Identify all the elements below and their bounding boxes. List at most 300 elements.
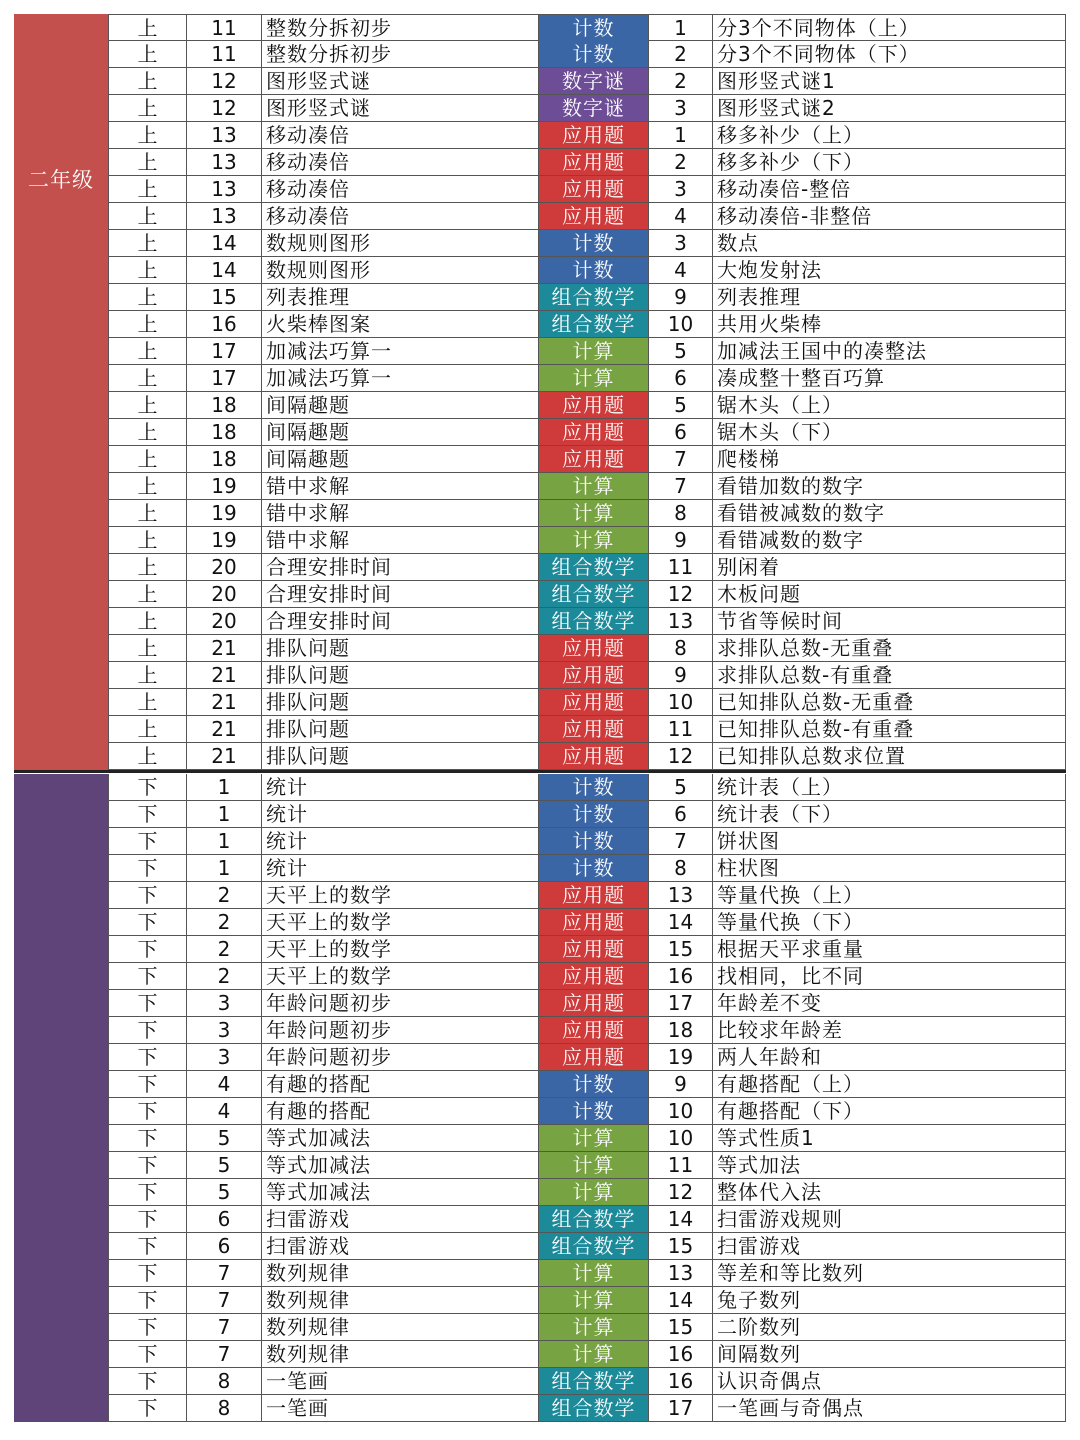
topic-cell: 移动凑倍 [261, 203, 538, 229]
topic-cell: 天平上的数学 [261, 936, 538, 962]
item-title-cell: 共用火柴棒 [712, 311, 1066, 337]
item-number-cell: 8 [648, 635, 712, 661]
table-row [108, 311, 1066, 338]
lesson-number-cell: 4 [186, 1098, 261, 1124]
table-row [108, 936, 1066, 963]
lesson-number-cell: 7 [186, 1341, 261, 1367]
category-badge: 数字谜 [538, 68, 648, 94]
item-title-cell: 数点 [712, 230, 1066, 256]
lesson-number-cell: 12 [186, 95, 261, 121]
topic-cell: 扫雷游戏 [261, 1206, 538, 1232]
lesson-number-cell: 18 [186, 392, 261, 418]
topic-cell: 有趣的搭配 [261, 1071, 538, 1097]
table-row [108, 554, 1066, 581]
category-badge: 计算 [538, 1152, 648, 1178]
category-badge: 应用题 [538, 122, 648, 148]
table-row [108, 338, 1066, 365]
topic-cell: 等式加减法 [261, 1125, 538, 1151]
lesson-number-cell: 1 [186, 855, 261, 881]
item-title-cell: 等式性质1 [712, 1125, 1066, 1151]
item-title-cell: 爬楼梯 [712, 446, 1066, 472]
lesson-number-cell: 13 [186, 176, 261, 202]
table-row [108, 1206, 1066, 1233]
term-cell: 上 [108, 149, 186, 175]
item-title-cell: 看错被减数的数字 [712, 500, 1066, 526]
table-row [108, 95, 1066, 122]
term-cell: 下 [108, 1098, 186, 1124]
item-number-cell: 17 [648, 1395, 712, 1421]
term-cell: 下 [108, 1017, 186, 1043]
grade-group-cell [14, 774, 108, 1422]
category-badge: 应用题 [538, 176, 648, 202]
item-title-cell: 有趣搭配（下） [712, 1098, 1066, 1124]
category-badge: 应用题 [538, 909, 648, 935]
item-title-cell: 扫雷游戏规则 [712, 1206, 1066, 1232]
item-number-cell: 12 [648, 743, 712, 769]
term-cell: 上 [108, 473, 186, 499]
topic-cell: 统计 [261, 828, 538, 854]
term-cell: 上 [108, 284, 186, 310]
item-number-cell: 2 [648, 149, 712, 175]
lesson-number-cell: 21 [186, 662, 261, 688]
term-cell: 上 [108, 311, 186, 337]
category-badge: 组合数学 [538, 1233, 648, 1259]
item-title-cell: 等量代换（下） [712, 909, 1066, 935]
topic-cell: 天平上的数学 [261, 909, 538, 935]
lesson-number-cell: 1 [186, 828, 261, 854]
table-row [108, 149, 1066, 176]
table-row [108, 284, 1066, 311]
item-number-cell: 15 [648, 1314, 712, 1340]
term-cell: 上 [108, 527, 186, 553]
lesson-number-cell: 19 [186, 473, 261, 499]
table-row [108, 1395, 1066, 1422]
term-cell: 上 [108, 608, 186, 634]
topic-cell: 间隔趣题 [261, 419, 538, 445]
topic-cell: 间隔趣题 [261, 446, 538, 472]
term-cell: 下 [108, 1071, 186, 1097]
topic-cell: 错中求解 [261, 527, 538, 553]
lesson-number-cell: 1 [186, 774, 261, 800]
category-badge: 组合数学 [538, 581, 648, 607]
category-badge: 计数 [538, 41, 648, 67]
category-badge: 组合数学 [538, 554, 648, 580]
category-badge: 应用题 [538, 203, 648, 229]
item-number-cell: 9 [648, 662, 712, 688]
topic-cell: 错中求解 [261, 500, 538, 526]
table-row [108, 473, 1066, 500]
topic-cell: 统计 [261, 774, 538, 800]
table-row [108, 1179, 1066, 1206]
table-row [108, 990, 1066, 1017]
topic-cell: 排队问题 [261, 635, 538, 661]
category-badge: 组合数学 [538, 608, 648, 634]
item-title-cell: 年龄差不变 [712, 990, 1066, 1016]
item-title-cell: 木板问题 [712, 581, 1066, 607]
item-title-cell: 有趣搭配（上） [712, 1071, 1066, 1097]
table-row [108, 446, 1066, 473]
topic-cell: 加减法巧算一 [261, 338, 538, 364]
term-cell: 下 [108, 1125, 186, 1151]
item-title-cell: 凑成整十整百巧算 [712, 365, 1066, 391]
item-title-cell: 已知排队总数求位置 [712, 743, 1066, 769]
item-number-cell: 9 [648, 284, 712, 310]
table-row [108, 1233, 1066, 1260]
table-row [108, 581, 1066, 608]
category-badge: 应用题 [538, 743, 648, 769]
table-row [108, 1098, 1066, 1125]
lesson-number-cell: 8 [186, 1395, 261, 1421]
table-row [108, 774, 1066, 801]
table-row [108, 743, 1066, 770]
topic-cell: 数列规律 [261, 1260, 538, 1286]
item-number-cell: 6 [648, 419, 712, 445]
item-title-cell: 移动凑倍-整倍 [712, 176, 1066, 202]
item-title-cell: 锯木头（下） [712, 419, 1066, 445]
lesson-number-cell: 3 [186, 990, 261, 1016]
term-cell: 上 [108, 122, 186, 148]
item-number-cell: 10 [648, 1098, 712, 1124]
item-title-cell: 看错减数的数字 [712, 527, 1066, 553]
table-row [108, 365, 1066, 392]
grade-group-cell [14, 14, 108, 770]
item-number-cell: 12 [648, 581, 712, 607]
term-cell: 上 [108, 176, 186, 202]
topic-cell: 年龄问题初步 [261, 990, 538, 1016]
topic-cell: 列表推理 [261, 284, 538, 310]
term-cell: 上 [108, 635, 186, 661]
category-badge: 应用题 [538, 1017, 648, 1043]
category-badge: 计数 [538, 257, 648, 283]
category-badge: 计数 [538, 855, 648, 881]
table-row [108, 662, 1066, 689]
term-cell: 上 [108, 743, 186, 769]
lesson-number-cell: 5 [186, 1179, 261, 1205]
term-cell: 上 [108, 95, 186, 121]
item-title-cell: 等差和等比数列 [712, 1260, 1066, 1286]
table-row [108, 14, 1066, 41]
topic-cell: 移动凑倍 [261, 122, 538, 148]
lesson-number-cell: 18 [186, 446, 261, 472]
category-badge: 应用题 [538, 446, 648, 472]
item-number-cell: 8 [648, 855, 712, 881]
item-title-cell: 求排队总数-无重叠 [712, 635, 1066, 661]
term-cell: 下 [108, 774, 186, 800]
table-row [108, 122, 1066, 149]
category-badge: 应用题 [538, 1044, 648, 1070]
lesson-number-cell: 5 [186, 1152, 261, 1178]
item-title-cell: 认识奇偶点 [712, 1368, 1066, 1394]
lesson-number-cell: 20 [186, 554, 261, 580]
item-number-cell: 5 [648, 338, 712, 364]
category-badge: 应用题 [538, 990, 648, 1016]
lesson-number-cell: 21 [186, 635, 261, 661]
term-cell: 下 [108, 1152, 186, 1178]
item-title-cell: 根据天平求重量 [712, 936, 1066, 962]
item-title-cell: 看错加数的数字 [712, 473, 1066, 499]
lesson-number-cell: 7 [186, 1287, 261, 1313]
table-row [108, 1071, 1066, 1098]
item-number-cell: 16 [648, 1341, 712, 1367]
topic-cell: 错中求解 [261, 473, 538, 499]
item-title-cell: 两人年龄和 [712, 1044, 1066, 1070]
category-badge: 计数 [538, 1071, 648, 1097]
term-cell: 下 [108, 1206, 186, 1232]
lesson-number-cell: 4 [186, 1071, 261, 1097]
item-title-cell: 移多补少（下） [712, 149, 1066, 175]
lesson-number-cell: 1 [186, 801, 261, 827]
lesson-number-cell: 19 [186, 500, 261, 526]
item-number-cell: 14 [648, 1206, 712, 1232]
term-cell: 上 [108, 392, 186, 418]
lesson-number-cell: 21 [186, 689, 261, 715]
topic-cell: 排队问题 [261, 689, 538, 715]
topic-cell: 天平上的数学 [261, 882, 538, 908]
item-title-cell: 别闲着 [712, 554, 1066, 580]
category-badge: 计数 [538, 801, 648, 827]
table-row [108, 392, 1066, 419]
table-row [108, 230, 1066, 257]
item-number-cell: 11 [648, 716, 712, 742]
term-cell: 上 [108, 203, 186, 229]
item-number-cell: 13 [648, 1260, 712, 1286]
item-title-cell: 比较求年龄差 [712, 1017, 1066, 1043]
category-badge: 计算 [538, 1287, 648, 1313]
item-number-cell: 15 [648, 1233, 712, 1259]
item-number-cell: 1 [648, 122, 712, 148]
item-number-cell: 4 [648, 257, 712, 283]
lesson-number-cell: 19 [186, 527, 261, 553]
item-number-cell: 13 [648, 608, 712, 634]
table-row [108, 68, 1066, 95]
item-title-cell: 等式加法 [712, 1152, 1066, 1178]
topic-cell: 等式加减法 [261, 1179, 538, 1205]
item-title-cell: 等量代换（上） [712, 882, 1066, 908]
topic-cell: 移动凑倍 [261, 149, 538, 175]
table-row [108, 828, 1066, 855]
term-cell: 下 [108, 882, 186, 908]
item-number-cell: 12 [648, 1179, 712, 1205]
category-badge: 组合数学 [538, 311, 648, 337]
item-number-cell: 9 [648, 527, 712, 553]
lesson-number-cell: 12 [186, 68, 261, 94]
term-cell: 上 [108, 581, 186, 607]
category-badge: 计算 [538, 500, 648, 526]
topic-cell: 数规则图形 [261, 257, 538, 283]
topic-cell: 数规则图形 [261, 230, 538, 256]
item-number-cell: 4 [648, 203, 712, 229]
term-cell: 下 [108, 1287, 186, 1313]
category-badge: 计数 [538, 230, 648, 256]
term-cell: 下 [108, 990, 186, 1016]
item-title-cell: 节省等候时间 [712, 608, 1066, 634]
topic-cell: 移动凑倍 [261, 176, 538, 202]
topic-cell: 年龄问题初步 [261, 1017, 538, 1043]
topic-cell: 有趣的搭配 [261, 1098, 538, 1124]
table-row [108, 1017, 1066, 1044]
term-cell: 下 [108, 963, 186, 989]
item-title-cell: 已知排队总数-有重叠 [712, 716, 1066, 742]
item-title-cell: 列表推理 [712, 284, 1066, 310]
item-title-cell: 分3个不同物体（上） [712, 15, 1066, 41]
item-number-cell: 8 [648, 500, 712, 526]
item-title-cell: 锯木头（上） [712, 392, 1066, 418]
item-number-cell: 14 [648, 1287, 712, 1313]
term-cell: 下 [108, 909, 186, 935]
lesson-number-cell: 5 [186, 1125, 261, 1151]
category-badge: 计算 [538, 473, 648, 499]
topic-cell: 一笔画 [261, 1368, 538, 1394]
table-row [108, 257, 1066, 284]
category-badge: 计算 [538, 1179, 648, 1205]
lesson-number-cell: 2 [186, 909, 261, 935]
table-row [108, 1314, 1066, 1341]
topic-cell: 排队问题 [261, 743, 538, 769]
topic-cell: 合理安排时间 [261, 554, 538, 580]
term-cell: 下 [108, 1044, 186, 1070]
topic-cell: 年龄问题初步 [261, 1044, 538, 1070]
topic-cell: 数列规律 [261, 1341, 538, 1367]
item-number-cell: 7 [648, 446, 712, 472]
table-row [108, 855, 1066, 882]
table-row [108, 1368, 1066, 1395]
table-row [108, 963, 1066, 990]
category-badge: 应用题 [538, 882, 648, 908]
table-row [108, 1260, 1066, 1287]
table-row [108, 1044, 1066, 1071]
lesson-number-cell: 6 [186, 1206, 261, 1232]
item-number-cell: 18 [648, 1017, 712, 1043]
lesson-number-cell: 20 [186, 581, 261, 607]
term-cell: 下 [108, 936, 186, 962]
category-badge: 组合数学 [538, 1206, 648, 1232]
lesson-number-cell: 2 [186, 882, 261, 908]
item-title-cell: 统计表（下） [712, 801, 1066, 827]
term-cell: 下 [108, 828, 186, 854]
term-cell: 上 [108, 419, 186, 445]
term-cell: 下 [108, 855, 186, 881]
category-badge: 数字谜 [538, 95, 648, 121]
lesson-number-cell: 13 [186, 149, 261, 175]
lesson-number-cell: 15 [186, 284, 261, 310]
table-row [108, 1341, 1066, 1368]
table-row [108, 419, 1066, 446]
topic-cell: 扫雷游戏 [261, 1233, 538, 1259]
item-title-cell: 兔子数列 [712, 1287, 1066, 1313]
term-cell: 下 [108, 1179, 186, 1205]
term-cell: 上 [108, 68, 186, 94]
category-badge: 应用题 [538, 149, 648, 175]
topic-cell: 间隔趣题 [261, 392, 538, 418]
item-number-cell: 7 [648, 828, 712, 854]
term-cell: 下 [108, 801, 186, 827]
term-cell: 上 [108, 554, 186, 580]
category-badge: 应用题 [538, 936, 648, 962]
item-number-cell: 10 [648, 1125, 712, 1151]
category-badge: 应用题 [538, 392, 648, 418]
topic-cell: 合理安排时间 [261, 608, 538, 634]
item-title-cell: 求排队总数-有重叠 [712, 662, 1066, 688]
table-row [108, 41, 1066, 68]
topic-cell: 一笔画 [261, 1395, 538, 1421]
term-cell: 下 [108, 1314, 186, 1340]
term-cell: 上 [108, 716, 186, 742]
lesson-number-cell: 13 [186, 122, 261, 148]
item-number-cell: 1 [648, 15, 712, 41]
category-badge: 应用题 [538, 689, 648, 715]
item-number-cell: 6 [648, 801, 712, 827]
topic-cell: 图形竖式谜 [261, 68, 538, 94]
item-number-cell: 3 [648, 95, 712, 121]
term-cell: 下 [108, 1341, 186, 1367]
term-divider [14, 770, 1066, 773]
category-badge: 应用题 [538, 419, 648, 445]
lesson-number-cell: 6 [186, 1233, 261, 1259]
category-badge: 应用题 [538, 662, 648, 688]
table-row [108, 635, 1066, 662]
item-number-cell: 7 [648, 473, 712, 499]
table-row [108, 716, 1066, 743]
item-number-cell: 16 [648, 963, 712, 989]
lesson-number-cell: 11 [186, 15, 261, 41]
item-title-cell: 分3个不同物体（下） [712, 41, 1066, 67]
item-number-cell: 2 [648, 68, 712, 94]
category-badge: 计算 [538, 1314, 648, 1340]
item-title-cell: 图形竖式谜1 [712, 68, 1066, 94]
lesson-number-cell: 8 [186, 1368, 261, 1394]
lesson-number-cell: 3 [186, 1044, 261, 1070]
lesson-number-cell: 11 [186, 41, 261, 67]
lesson-number-cell: 14 [186, 230, 261, 256]
table-row [108, 176, 1066, 203]
term-cell: 上 [108, 689, 186, 715]
category-badge: 计算 [538, 338, 648, 364]
item-number-cell: 5 [648, 392, 712, 418]
lesson-number-cell: 7 [186, 1314, 261, 1340]
topic-cell: 合理安排时间 [261, 581, 538, 607]
lesson-number-cell: 17 [186, 338, 261, 364]
table-row [108, 1152, 1066, 1179]
item-title-cell: 加减法王国中的凑整法 [712, 338, 1066, 364]
item-title-cell: 饼状图 [712, 828, 1066, 854]
topic-cell: 等式加减法 [261, 1152, 538, 1178]
lesson-number-cell: 13 [186, 203, 261, 229]
lesson-number-cell: 18 [186, 419, 261, 445]
item-number-cell: 17 [648, 990, 712, 1016]
topic-cell: 天平上的数学 [261, 963, 538, 989]
category-badge: 组合数学 [538, 1368, 648, 1394]
term-cell: 上 [108, 41, 186, 67]
item-number-cell: 16 [648, 1368, 712, 1394]
lesson-number-cell: 21 [186, 743, 261, 769]
lesson-number-cell: 3 [186, 1017, 261, 1043]
lesson-number-cell: 14 [186, 257, 261, 283]
item-number-cell: 11 [648, 1152, 712, 1178]
term-cell: 下 [108, 1233, 186, 1259]
item-number-cell: 14 [648, 909, 712, 935]
term-cell: 下 [108, 1368, 186, 1394]
lesson-number-cell: 2 [186, 936, 261, 962]
term-cell: 上 [108, 15, 186, 41]
category-badge: 应用题 [538, 963, 648, 989]
lesson-number-cell: 16 [186, 311, 261, 337]
term-cell: 上 [108, 446, 186, 472]
table-row [108, 1125, 1066, 1152]
topic-cell: 统计 [261, 801, 538, 827]
topic-cell: 加减法巧算一 [261, 365, 538, 391]
topic-cell: 统计 [261, 855, 538, 881]
term-cell: 上 [108, 257, 186, 283]
